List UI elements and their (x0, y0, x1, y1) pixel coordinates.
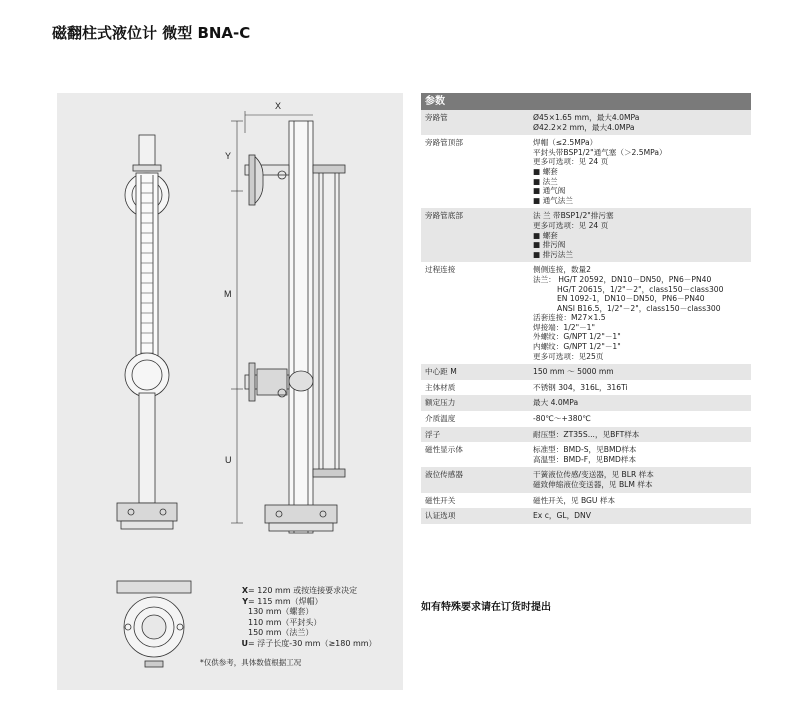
param-value-line: ■ 法兰 (533, 176, 558, 186)
param-value-line: 干簧液位传感/变送器，见 BLR 样本 (533, 470, 654, 480)
param-row (421, 262, 751, 364)
param-row (421, 135, 751, 208)
note-small: *仅供参考，具体数值根据工况 (200, 657, 302, 667)
dim-y-label: Y (225, 151, 232, 161)
param-value-line: 更多可选项：见 24 页 (533, 157, 609, 167)
param-value (533, 445, 751, 464)
param-value-line: ■ 通气阀 (533, 186, 566, 196)
param-label: 主体材质 (425, 382, 456, 392)
note-row (200, 586, 377, 597)
param-row (421, 380, 751, 396)
param-label: 磁性开关 (425, 495, 456, 505)
param-label: 旁路管底部 (425, 211, 463, 221)
dim-u-label: U (225, 455, 232, 465)
param-value-line: -80℃～+380℃ (533, 414, 591, 424)
param-value (533, 265, 751, 361)
params-header: 参数 (421, 93, 751, 110)
param-value (533, 367, 751, 377)
param-value-line: HG/T 20615，1/2"－2"，class150－class300 (557, 284, 724, 294)
note-text: 130 mm（螺套） (248, 607, 314, 617)
param-row (421, 411, 751, 427)
param-value-line: 磁性开关，见 BGU 样本 (533, 495, 616, 505)
note-row (200, 607, 377, 618)
param-value (533, 511, 751, 521)
param-value (533, 138, 751, 205)
note-key: Y (242, 596, 248, 606)
note-key: X (241, 586, 248, 595)
param-value (533, 496, 751, 506)
param-value-line: 标准型：BMD-S，见BMD样本 (533, 445, 637, 455)
param-value-line: EN 1092-1，DN10－DN50，PN6－PN40 (557, 294, 705, 304)
param-value-line: 最大 4.0MPa (533, 398, 579, 408)
param-label: 旁路管顶部 (425, 138, 463, 148)
note-row (200, 618, 377, 629)
param-value-line: 不锈钢 304，316L，316Ti (533, 382, 628, 392)
param-value (533, 211, 751, 259)
param-row (421, 493, 751, 509)
page-title: 磁翻柱式液位计 微型 BNA-C (52, 24, 251, 42)
param-row (421, 395, 751, 411)
param-value (533, 398, 751, 408)
dim-x-label: X (275, 101, 282, 111)
param-value (533, 383, 751, 393)
dim-m-label: M (224, 289, 232, 299)
param-value-line: Ø45×1.65 mm，最大4.0MPa (533, 113, 640, 122)
param-value (533, 430, 751, 440)
note-text: 110 mm（平封头） (248, 617, 322, 627)
param-value-line: 150 mm ～ 5000 mm (533, 367, 614, 377)
param-value-line: 磁致伸缩液位变送器，见 BLM 样本 (533, 480, 653, 489)
param-value-line: 更多可选项：见 24 页 (533, 220, 609, 230)
param-value-line: ■ 螺套 (533, 230, 558, 240)
note-text: = 120 mm 或按连接要求决定 (248, 586, 358, 595)
param-value-line: 高温型：BMD-F，见BMD样本 (533, 454, 637, 464)
param-value (533, 470, 751, 489)
param-value-line: 法 兰 带BSP1/2"排污塞 (533, 211, 614, 221)
param-value-line: 更多可选项：见25页 (533, 351, 604, 361)
note-key: U (241, 638, 248, 648)
param-value-line: 活套连接：M27×1.5 (533, 313, 606, 323)
param-value (533, 414, 751, 424)
note-text: = 115 mm（焊帽） (248, 596, 323, 606)
param-value-line: ■ 螺套 (533, 166, 558, 176)
param-row (421, 208, 751, 262)
param-value-line: ■ 排污阀 (533, 240, 566, 250)
param-label: 旁路管 (425, 113, 448, 122)
param-value-line: ■ 排污法兰 (533, 249, 573, 259)
param-value-line: 耐压型：ZT35S...，见BFT样本 (533, 429, 640, 439)
drawing-notes (200, 586, 377, 668)
param-row (421, 467, 751, 492)
param-value-line: 焊帽（≤2.5MPa） (533, 138, 598, 148)
param-value-line: 外螺纹：G/NPT 1/2"－1" (533, 332, 621, 342)
param-label: 介质温度 (425, 414, 456, 424)
note-row (200, 628, 377, 639)
param-label: 中心距 M (425, 367, 457, 377)
params-table (421, 93, 751, 524)
note-row (200, 639, 377, 650)
param-row (421, 110, 751, 135)
param-row (421, 364, 751, 380)
param-value-line: Ex c，GL，DNV (533, 511, 591, 521)
param-value-line: Ø42.2×2 mm，最大4.0MPa (533, 122, 635, 132)
param-label: 额定压力 (425, 398, 456, 408)
params-rows (421, 110, 751, 524)
param-label: 液位传感器 (425, 470, 463, 480)
param-value-line: ■ 通气法兰 (533, 195, 573, 205)
note-text: = 浮子长度-30 mm（≥180 mm） (248, 638, 377, 648)
param-value (533, 113, 751, 132)
footer-note: 如有特殊要求请在订货时提出 (421, 602, 551, 613)
param-row (421, 427, 751, 443)
note-row (200, 597, 377, 608)
note-text: 150 mm（法兰） (248, 628, 314, 638)
param-value-line: 法兰： HG/T 20592，DN10－DN50，PN6－PN40 (533, 274, 712, 284)
param-label: 磁性显示体 (425, 445, 463, 455)
param-value-line: 内螺纹：G/NPT 1/2"－1" (533, 342, 621, 352)
param-label: 过程连接 (425, 265, 456, 275)
param-label: 认证选项 (425, 511, 456, 521)
param-value-line: ANSI B16.5，1/2"－2"，class150－class300 (557, 303, 721, 313)
param-value-line: 侧侧连接，数量2 (533, 265, 591, 275)
param-row (421, 442, 751, 467)
param-label: 浮子 (425, 429, 441, 439)
param-row (421, 508, 751, 524)
param-value-line: 焊接端：1/2"－1" (533, 322, 596, 332)
param-value-line: 平封头带BSP1/2"通气塞（＞2.5MPa） (533, 147, 667, 157)
